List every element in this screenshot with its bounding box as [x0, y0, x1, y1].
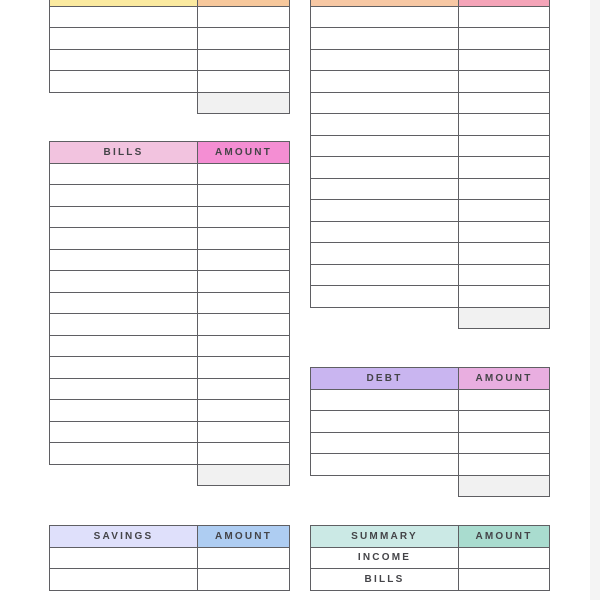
summary-amount-cell[interactable]: [459, 547, 550, 569]
bills-amount-cell[interactable]: [198, 400, 290, 422]
expense-name-cell[interactable]: [311, 135, 459, 157]
summary-title: SUMMARY: [311, 526, 459, 548]
expense-name-cell[interactable]: [311, 114, 459, 136]
expense-name-cell[interactable]: [311, 200, 459, 222]
income-name-cell[interactable]: [50, 71, 198, 93]
income-row: [50, 71, 290, 93]
savings-amount-cell[interactable]: [198, 569, 290, 591]
bills-total-cell[interactable]: [198, 464, 290, 486]
bills-amount-cell[interactable]: [198, 335, 290, 357]
bills-row: [50, 357, 290, 379]
debt-amount-cell[interactable]: [459, 389, 550, 411]
bills-row: [50, 228, 290, 250]
expense-amount-cell[interactable]: [459, 49, 550, 71]
expense-row: [311, 92, 550, 114]
income-name-cell[interactable]: [50, 28, 198, 50]
bills-row: [50, 292, 290, 314]
debt-amount-cell[interactable]: [459, 411, 550, 433]
expense-amount-cell[interactable]: [459, 92, 550, 114]
bills-row: [50, 314, 290, 336]
summary-amount-cell[interactable]: [459, 569, 550, 591]
bills-name-cell[interactable]: [50, 335, 198, 357]
expense-total-spacer: [311, 307, 459, 329]
expense-name-cell[interactable]: [311, 286, 459, 308]
expense-amount-cell[interactable]: [459, 178, 550, 200]
savings-row: [50, 569, 290, 591]
expense-total-cell[interactable]: [459, 307, 550, 329]
expense-amount-cell[interactable]: [459, 286, 550, 308]
expense-row: [311, 135, 550, 157]
savings-name-cell[interactable]: [50, 547, 198, 569]
bills-name-cell[interactable]: [50, 206, 198, 228]
income-amount-cell[interactable]: [198, 6, 290, 28]
income-amount-cell[interactable]: [198, 71, 290, 93]
expense-name-cell[interactable]: [311, 243, 459, 265]
expenses-table: [310, 0, 550, 329]
income-total-cell[interactable]: [198, 92, 290, 114]
expense-amount-cell[interactable]: [459, 264, 550, 286]
debt-total-row: [311, 475, 550, 497]
expense-name-cell[interactable]: [311, 49, 459, 71]
debt-row: [311, 432, 550, 454]
bills-total-row: [50, 464, 290, 486]
bills-name-cell[interactable]: [50, 271, 198, 293]
debt-name-cell[interactable]: [311, 432, 459, 454]
bills-name-cell[interactable]: [50, 185, 198, 207]
debt-amount-header: AMOUNT: [459, 368, 550, 390]
bills-amount-cell[interactable]: [198, 271, 290, 293]
expense-name-cell[interactable]: [311, 28, 459, 50]
bills-row: [50, 443, 290, 465]
bills-name-cell[interactable]: [50, 443, 198, 465]
bills-title: BILLS: [50, 142, 198, 164]
debt-amount-cell[interactable]: [459, 432, 550, 454]
bills-name-cell[interactable]: [50, 314, 198, 336]
bills-amount-cell[interactable]: [198, 378, 290, 400]
bills-row: [50, 206, 290, 228]
bills-amount-cell[interactable]: [198, 228, 290, 250]
expense-row: [311, 221, 550, 243]
bills-name-cell[interactable]: [50, 378, 198, 400]
expense-amount-cell[interactable]: [459, 200, 550, 222]
bills-amount-cell[interactable]: [198, 206, 290, 228]
savings-amount-header: AMOUNT: [198, 526, 290, 548]
expense-amount-cell[interactable]: [459, 71, 550, 93]
expense-name-cell[interactable]: [311, 178, 459, 200]
bills-row: [50, 271, 290, 293]
debt-name-cell[interactable]: [311, 454, 459, 476]
expense-amount-cell[interactable]: [459, 157, 550, 179]
bills-row: [50, 421, 290, 443]
expense-name-cell[interactable]: [311, 157, 459, 179]
bills-row: [50, 249, 290, 271]
bills-row: [50, 185, 290, 207]
income-row: [50, 6, 290, 28]
income-amount-cell[interactable]: [198, 28, 290, 50]
expense-total-row: [311, 307, 550, 329]
bills-amount-cell[interactable]: [198, 357, 290, 379]
debt-row: [311, 389, 550, 411]
bills-amount-cell[interactable]: [198, 314, 290, 336]
summary-row: [311, 547, 550, 569]
summary-row-label-bills: BILLS: [311, 569, 459, 591]
debt-table: [310, 367, 550, 497]
bills-amount-cell[interactable]: [198, 163, 290, 185]
expense-name-cell[interactable]: [311, 6, 459, 28]
expense-row: [311, 178, 550, 200]
expense-row: [311, 243, 550, 265]
savings-row: [50, 547, 290, 569]
debt-total-spacer: [311, 475, 459, 497]
expense-amount-cell[interactable]: [459, 6, 550, 28]
expense-amount-cell[interactable]: [459, 221, 550, 243]
expense-row: [311, 71, 550, 93]
debt-header-row: [311, 368, 550, 390]
savings-header-row: [50, 526, 290, 548]
expense-name-cell[interactable]: [311, 71, 459, 93]
debt-amount-cell[interactable]: [459, 454, 550, 476]
expense-amount-cell[interactable]: [459, 243, 550, 265]
bills-amount-cell[interactable]: [198, 421, 290, 443]
bills-row: [50, 378, 290, 400]
debt-title: DEBT: [311, 368, 459, 390]
summary-table: [310, 525, 550, 591]
summary-row-label-income: INCOME: [311, 547, 459, 569]
expense-name-cell[interactable]: [311, 92, 459, 114]
bills-name-cell[interactable]: [50, 421, 198, 443]
bills-header-row: [50, 142, 290, 164]
bills-name-cell[interactable]: [50, 400, 198, 422]
expense-row: [311, 114, 550, 136]
debt-name-cell[interactable]: [311, 411, 459, 433]
bills-total-spacer: [50, 464, 198, 486]
expense-row: [311, 286, 550, 308]
bills-amount-cell[interactable]: [198, 443, 290, 465]
bills-amount-cell[interactable]: [198, 185, 290, 207]
savings-title: SAVINGS: [50, 526, 198, 548]
income-name-cell[interactable]: [50, 6, 198, 28]
expense-row: [311, 6, 550, 28]
savings-name-cell[interactable]: [50, 569, 198, 591]
bills-row: [50, 400, 290, 422]
bills-amount-cell[interactable]: [198, 292, 290, 314]
expense-name-cell[interactable]: [311, 264, 459, 286]
expense-row: [311, 49, 550, 71]
debt-row: [311, 454, 550, 476]
income-amount-cell[interactable]: [198, 49, 290, 71]
expense-row: [311, 28, 550, 50]
expense-row: [311, 264, 550, 286]
bills-amount-header: AMOUNT: [198, 142, 290, 164]
summary-header-row: [311, 526, 550, 548]
summary-row: [311, 569, 550, 591]
bills-table: [49, 141, 290, 486]
bills-name-cell[interactable]: [50, 357, 198, 379]
savings-table: [49, 525, 290, 591]
bills-row: [50, 335, 290, 357]
income-row: [50, 28, 290, 50]
bills-name-cell[interactable]: [50, 163, 198, 185]
bills-row: [50, 163, 290, 185]
expense-row: [311, 157, 550, 179]
income-row: [50, 49, 290, 71]
debt-row: [311, 411, 550, 433]
income-total-spacer: [50, 92, 198, 114]
summary-amount-header: AMOUNT: [459, 526, 550, 548]
income-table: [49, 0, 290, 114]
income-total-row: [50, 92, 290, 114]
expense-amount-cell[interactable]: [459, 28, 550, 50]
page-edge: [590, 0, 600, 600]
income-name-cell[interactable]: [50, 49, 198, 71]
debt-total-cell[interactable]: [459, 475, 550, 497]
bills-name-cell[interactable]: [50, 228, 198, 250]
bills-name-cell[interactable]: [50, 292, 198, 314]
expense-amount-cell[interactable]: [459, 114, 550, 136]
expense-amount-cell[interactable]: [459, 135, 550, 157]
expense-name-cell[interactable]: [311, 221, 459, 243]
debt-name-cell[interactable]: [311, 389, 459, 411]
expense-row: [311, 200, 550, 222]
bills-name-cell[interactable]: [50, 249, 198, 271]
bills-amount-cell[interactable]: [198, 249, 290, 271]
savings-amount-cell[interactable]: [198, 547, 290, 569]
